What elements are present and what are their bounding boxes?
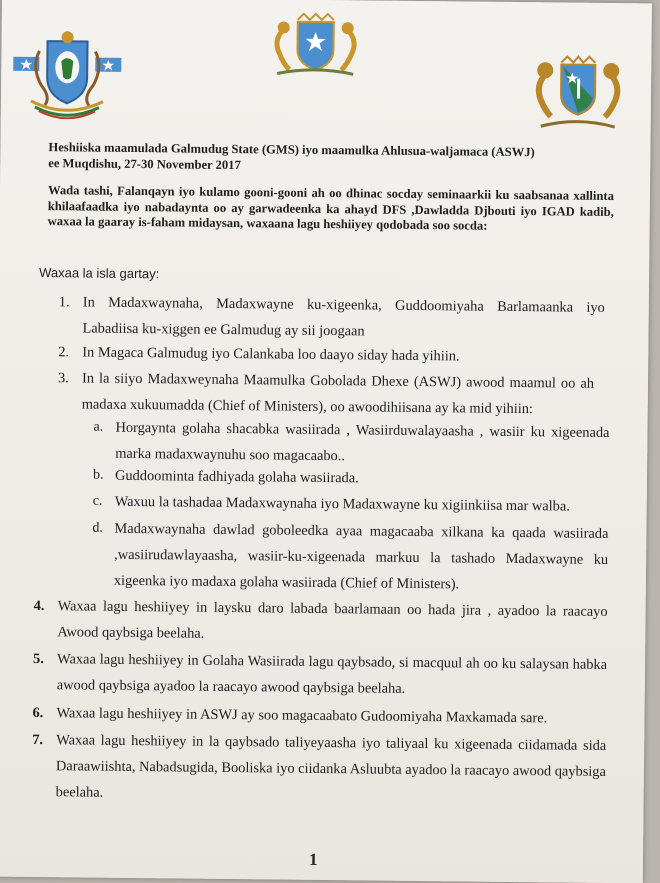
list-item: In Madaxwaynaha, Madaxwayne ku-xigeenka, Guddoomiyaha Barlamaanka iyo Labadiisa ku-xiggen ee Galmudug ay sii joogaan — [82, 294, 605, 340]
page-number: 1 — [308, 849, 318, 869]
sub-list-item: Madaxwaynaha dawlad goboleedka ayaa magacaaba xilkana ka qaada wasiirada ,wasiirudawlayaasha, wasiir-ku-xigeenada markuu la tashado Madaxwayne ku xigeenka iyo madaxa golaha wasiirada (Chief of Ministers). — [113, 520, 609, 593]
list-item: Waxaa lagu heshiiyey in ASWJ ay soo magacaabato Gudoomiyaha Maxkamada sare. — [56, 705, 548, 727]
somalia-coat-of-arms-icon — [267, 11, 364, 78]
subitem-letter: c. — [92, 493, 103, 509]
item-number: 7. — [32, 731, 44, 749]
item-number: 3. — [57, 370, 69, 387]
subitem-letter: d. — [92, 520, 104, 536]
item-number: 1. — [58, 294, 70, 311]
list-item: Waxaa lagu heshiiyey in laysku daro labada baarlamaan oo hada jira , ayadoo la raacayo Awood qaybsiga beelaha. — [57, 598, 608, 642]
subitem-letter: a. — [93, 419, 104, 435]
sub-list-item: Horgaynta golaha shacabka wasiirada , Wasiirduwalayaasha , wasiir ku xigeenada marka madaxwaynuhu soo magacaabo.. — [115, 419, 610, 465]
galmudug-emblem-icon — [11, 27, 124, 120]
intro-paragraph: Wada tashi, Falanqayn iyo kulamo gooni-gooni ah oo dhinac socday seminaarkii ku saabsanaa xallinta khilaafaadka iyo nabadaynta oo ay garwadeenka ka ahayd DFS ,Dawladda Djbouti iyo IGAD kadib, waxaa la gaaray is-faham midaysan, waxaana lagu heshiiyey qodobada soo socda: — [47, 183, 615, 233]
document-heading — [48, 139, 598, 177]
aswj-emblem-icon — [527, 48, 630, 135]
list-item: Waxaa lagu heshiiyey in la qaybsado taliyeyaasha iyo taliyaal ku xigeenada ciidamada sida Daraawiishta, Nabadsugida, Booliska iyo ciidanka Asluubta ayadoo la raacayo awood qaybsiga beelaha. — [55, 732, 607, 801]
heading-line-1: Heshiiska maamulada Galmudug State (GMS) iyo maamulka Ahlusua-waljamaca (ASWJ) — [48, 140, 535, 160]
list-item: Waxaa lagu heshiiyey in Golaha Wasiirada lagu qaybsado, si macquul ah oo ku salaysan habka awood qaybsiga ayadoo la raacayo awood qaybsiga beelaha. — [56, 651, 608, 697]
agreed-label: Waxaa la isla gartay: — [39, 265, 160, 282]
item-number: 4. — [33, 597, 45, 615]
item-number: 2. — [58, 344, 70, 361]
list-item: In Magaca Galmudug iyo Calankaba loo daayo siday hada yihiin. — [82, 344, 460, 365]
sub-list-item: Guddoominta fadhiyada golaha wasiirada. — [114, 467, 359, 487]
item-number: 5. — [32, 650, 44, 668]
sub-list-item: Waxuu la tashadaa Madaxwaynaha iyo Madaxwayne ku xigiinkiisa mar walba. — [114, 493, 570, 515]
list-item: In la siiyo Madaxweynaha Maamulka Gobolada Dhexe (ASWJ) awood maamul oo ah madaxa xukuumadda (Chief of Ministers), oo awoodihiisana ay ka mid yihiin: — [81, 370, 595, 418]
subitem-letter: b. — [92, 467, 104, 483]
heading-line-2: ee Muqdishu, 27-30 November 2017 — [48, 156, 241, 173]
item-number: 6. — [32, 704, 44, 722]
